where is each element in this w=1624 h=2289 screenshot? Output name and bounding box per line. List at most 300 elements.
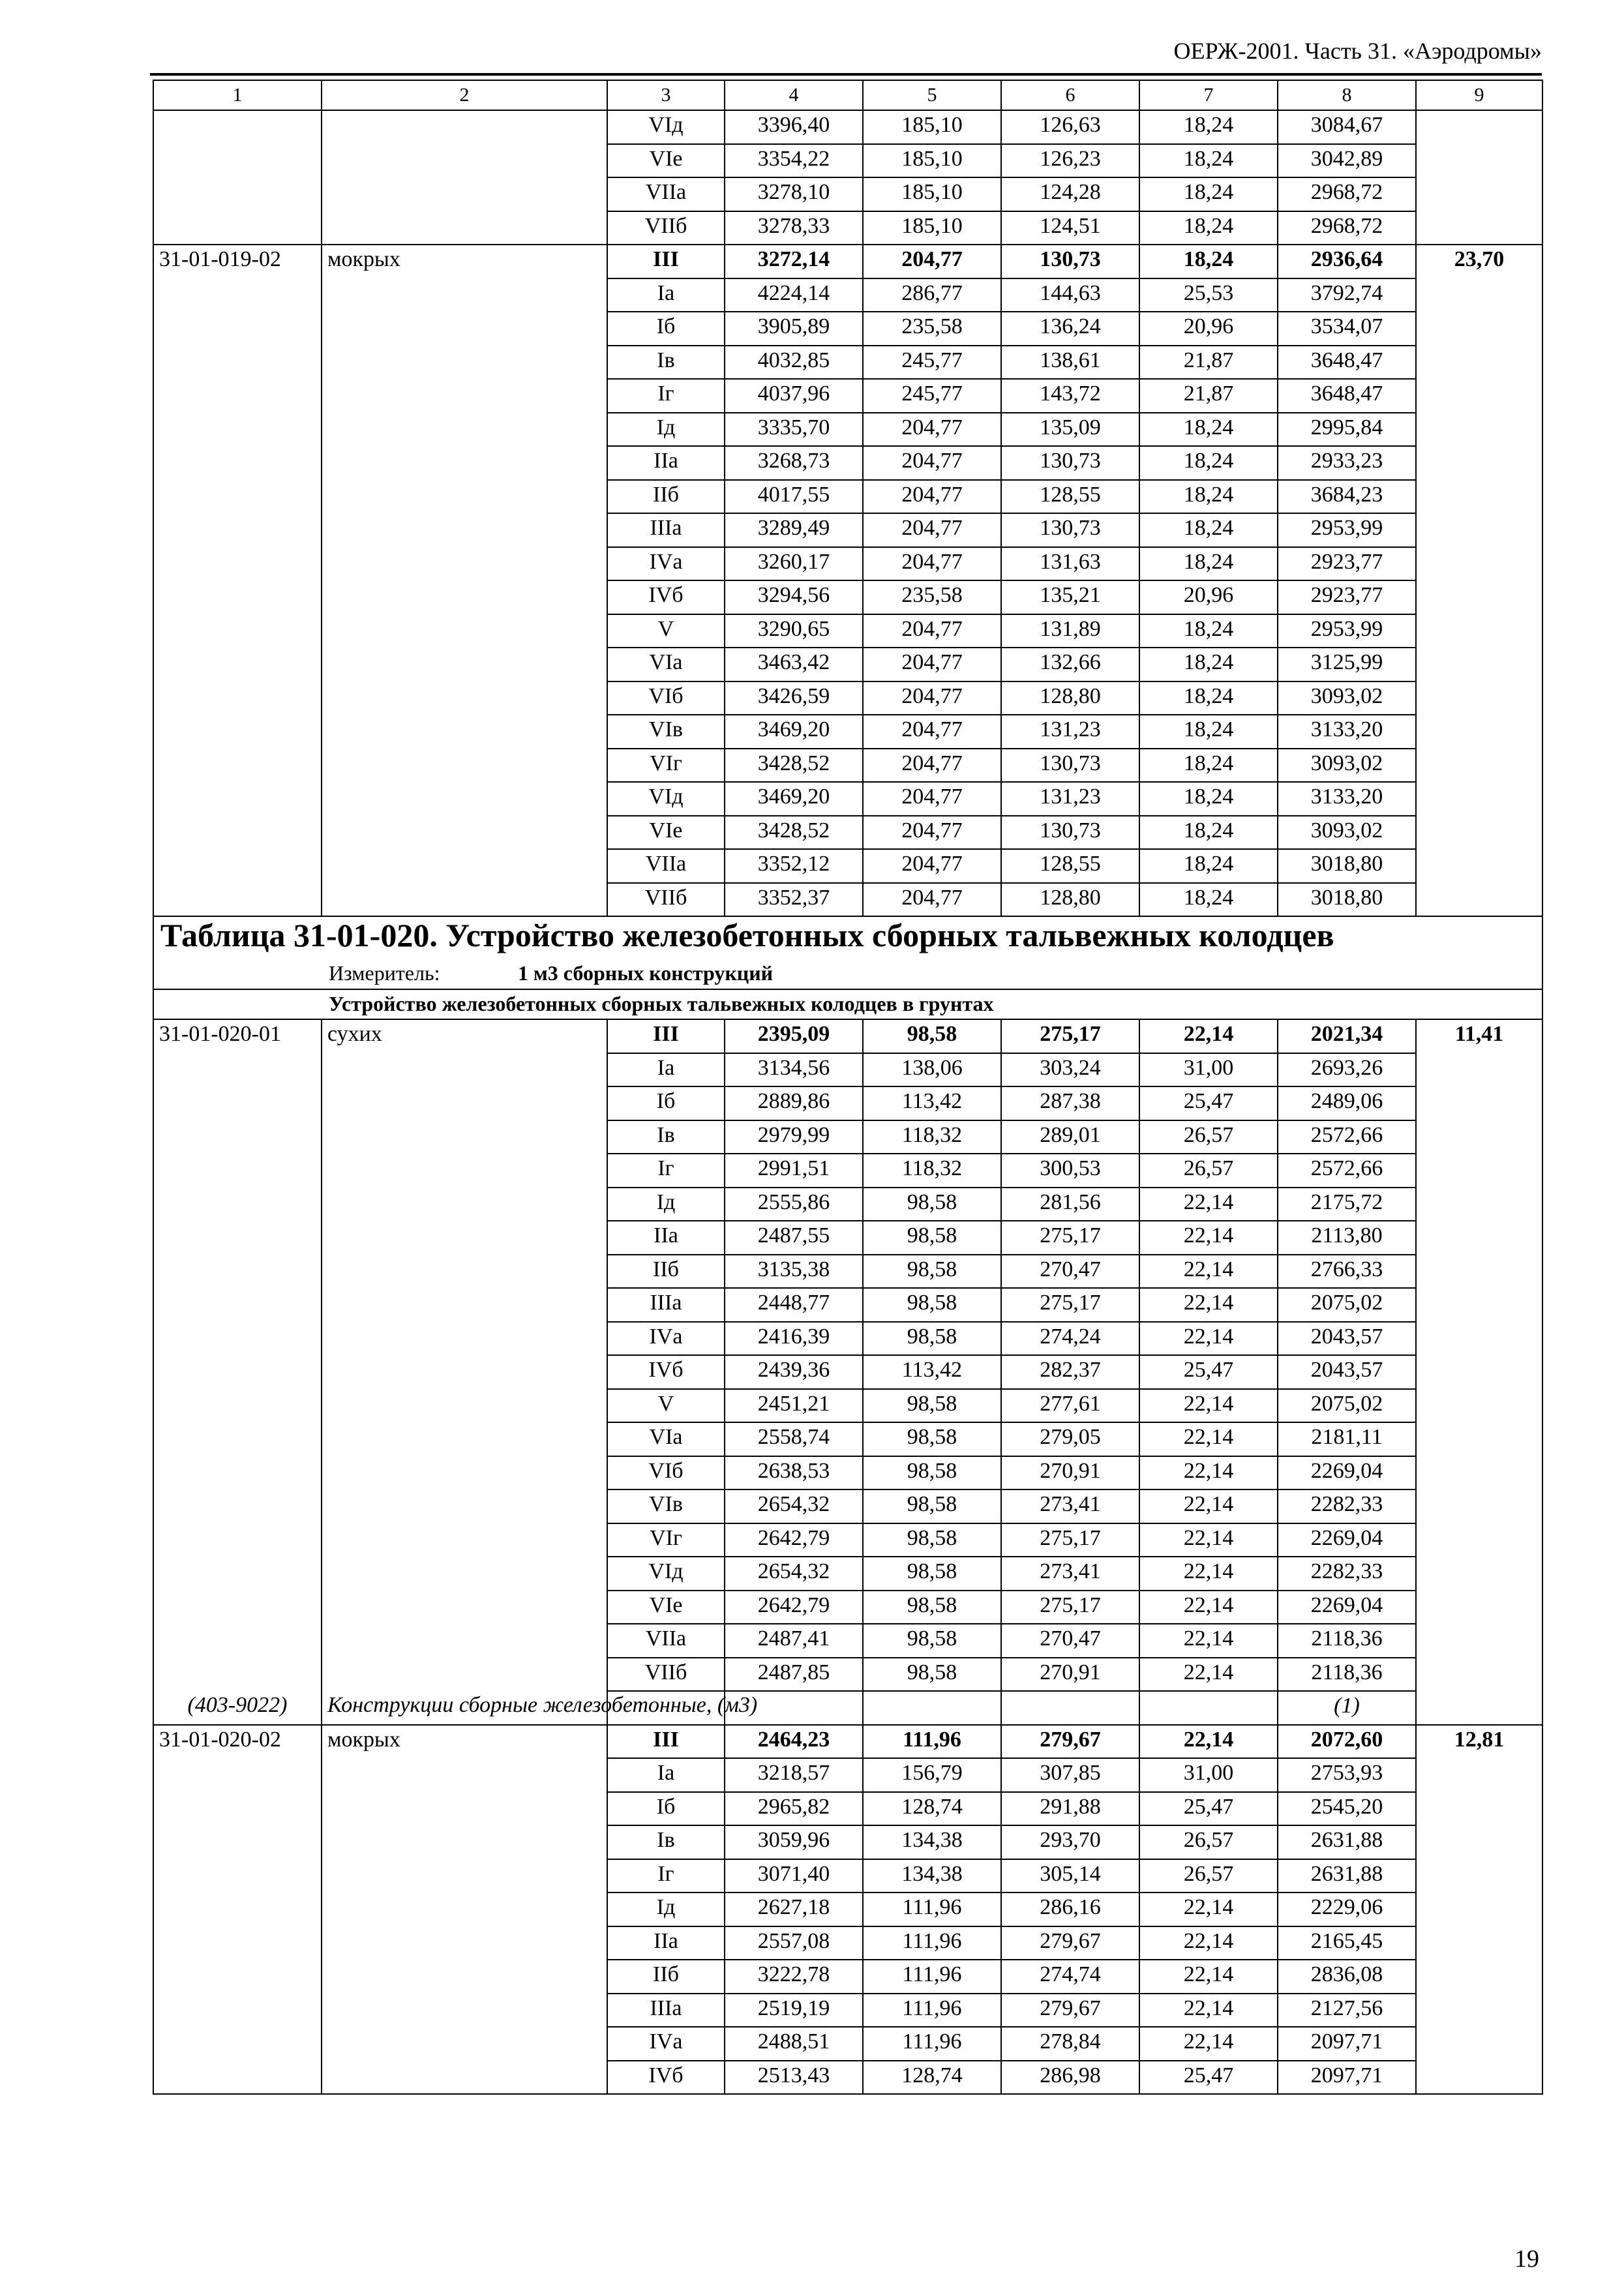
value-cell: 286,98 xyxy=(1001,2061,1139,2095)
table-row xyxy=(153,1591,1542,1624)
labor-cost-cell xyxy=(1416,480,1542,514)
value-cell: 185,10 xyxy=(863,144,1001,178)
labor-cost-cell xyxy=(1416,1389,1542,1423)
value-cell: 275,17 xyxy=(1001,1288,1139,1322)
value-cell: 18,24 xyxy=(1139,749,1278,783)
labor-cost-cell xyxy=(1416,1422,1542,1456)
labor-cost-cell xyxy=(1416,1322,1542,1356)
item-code-cell xyxy=(153,144,322,178)
value-cell: 3463,42 xyxy=(725,648,863,681)
value-cell: 3260,17 xyxy=(725,547,863,581)
table-row xyxy=(153,715,1542,749)
table-row xyxy=(153,480,1542,514)
item-code-cell xyxy=(153,413,322,447)
item-name-cell xyxy=(322,681,607,715)
value-cell: 2968,72 xyxy=(1278,211,1416,245)
labor-cost-cell xyxy=(1416,648,1542,681)
zone-cell: Iг xyxy=(607,1859,725,1893)
value-cell: 2995,84 xyxy=(1278,413,1416,447)
value-cell: 3335,70 xyxy=(725,413,863,447)
value-cell: 185,10 xyxy=(863,211,1001,245)
table-row xyxy=(153,177,1542,211)
item-name-cell xyxy=(322,1658,607,1692)
zone-cell: IVб xyxy=(607,1355,725,1389)
table-row xyxy=(153,1255,1542,1289)
item-code-cell xyxy=(153,1086,322,1120)
value-cell: 3268,73 xyxy=(725,446,863,480)
value-cell: 2269,04 xyxy=(1278,1456,1416,1490)
value-cell: 2181,11 xyxy=(1278,1422,1416,1456)
value-cell: 2448,77 xyxy=(725,1288,863,1322)
value-cell: 126,63 xyxy=(1001,110,1139,144)
item-code-cell xyxy=(153,1658,322,1692)
zone-cell: VIIб xyxy=(607,1658,725,1692)
value-cell: 156,79 xyxy=(863,1758,1001,1792)
labor-cost-cell xyxy=(1416,1255,1542,1289)
value-cell: 2127,56 xyxy=(1278,1994,1416,2027)
value-cell: 18,24 xyxy=(1139,883,1278,917)
measure-cell xyxy=(153,960,1542,989)
value-cell: 25,47 xyxy=(1139,1355,1278,1389)
item-name-cell xyxy=(322,883,607,917)
value-cell: 2043,57 xyxy=(1278,1355,1416,1389)
item-name-cell xyxy=(322,715,607,749)
value-cell: 289,01 xyxy=(1001,1120,1139,1154)
item-code-cell xyxy=(153,580,322,614)
item-name-cell xyxy=(322,1994,607,2027)
value-cell: 2118,36 xyxy=(1278,1658,1416,1692)
value-cell: 2118,36 xyxy=(1278,1624,1416,1658)
table-row xyxy=(153,1893,1542,1926)
value-cell: 3133,20 xyxy=(1278,782,1416,816)
zone-cell: Iг xyxy=(607,379,725,413)
value-cell: 135,21 xyxy=(1001,580,1139,614)
value-cell: 204,77 xyxy=(863,513,1001,547)
value-cell: 2282,33 xyxy=(1278,1489,1416,1523)
value-cell: 22,14 xyxy=(1139,1322,1278,1356)
zone-cell: VIд xyxy=(607,110,725,144)
value-cell: 2557,08 xyxy=(725,1926,863,1960)
value-cell: 18,24 xyxy=(1139,816,1278,850)
zone-cell: VIв xyxy=(607,715,725,749)
material-name-cell: Конструкции сборные железобетонные, (м3) xyxy=(322,1691,607,1725)
item-code-cell xyxy=(153,312,322,346)
labor-cost-cell xyxy=(1416,1120,1542,1154)
item-name-cell xyxy=(322,782,607,816)
value-cell: 2487,41 xyxy=(725,1624,863,1658)
value-cell: 300,53 xyxy=(1001,1154,1139,1188)
labor-cost-cell xyxy=(1416,1658,1542,1692)
labor-cost-cell: 11,41 xyxy=(1416,1019,1542,1053)
value-cell: 2631,88 xyxy=(1278,1825,1416,1859)
item-name-cell xyxy=(322,849,607,883)
value-cell: 22,14 xyxy=(1139,1725,1278,1759)
item-name-cell xyxy=(322,1523,607,1557)
table-row xyxy=(153,144,1542,178)
value-cell: 270,47 xyxy=(1001,1624,1139,1658)
value-cell: 270,47 xyxy=(1001,1255,1139,1289)
item-name-cell xyxy=(322,1893,607,1926)
labor-cost-cell xyxy=(1416,1825,1542,1859)
table-row xyxy=(153,816,1542,850)
value-cell: 279,67 xyxy=(1001,1725,1139,1759)
item-code-cell xyxy=(153,211,322,245)
value-cell: 278,84 xyxy=(1001,2027,1139,2061)
value-cell: 124,51 xyxy=(1001,211,1139,245)
value-cell: 204,77 xyxy=(863,446,1001,480)
value-cell: 98,58 xyxy=(863,1322,1001,1356)
value-cell: 2979,99 xyxy=(725,1120,863,1154)
labor-cost-cell xyxy=(1416,614,1542,648)
table-row xyxy=(153,1792,1542,1826)
value-cell: 136,24 xyxy=(1001,312,1139,346)
value-cell: 21,87 xyxy=(1139,379,1278,413)
item-code-cell xyxy=(153,346,322,380)
value-cell: 279,67 xyxy=(1001,1926,1139,1960)
labor-cost-cell xyxy=(1416,1591,1542,1624)
value-cell: 22,14 xyxy=(1139,1188,1278,1221)
table-row xyxy=(153,110,1542,144)
item-name-cell: мокрых xyxy=(322,1725,607,1759)
value-cell: 2451,21 xyxy=(725,1389,863,1423)
value-cell: 128,74 xyxy=(863,2061,1001,2095)
value-cell: 2933,23 xyxy=(1278,446,1416,480)
value-cell: 22,14 xyxy=(1139,1221,1278,1255)
zone-cell: Iб xyxy=(607,1086,725,1120)
value-cell: 2936,64 xyxy=(1278,245,1416,278)
item-name-cell xyxy=(322,110,607,144)
value-cell: 235,58 xyxy=(863,580,1001,614)
value-cell: 3905,89 xyxy=(725,312,863,346)
item-name-cell xyxy=(322,278,607,312)
item-code-cell xyxy=(153,547,322,581)
labor-cost-cell xyxy=(1416,1188,1542,1221)
value-cell: 2075,02 xyxy=(1278,1288,1416,1322)
item-name-cell xyxy=(322,1926,607,1960)
value-cell: 118,32 xyxy=(863,1120,1001,1154)
value-cell: 305,14 xyxy=(1001,1859,1139,1893)
item-name-cell xyxy=(322,1758,607,1792)
labor-cost-cell xyxy=(1416,816,1542,850)
value-cell: 2545,20 xyxy=(1278,1792,1416,1826)
value-cell: 274,74 xyxy=(1001,1960,1139,1994)
value-cell: 3093,02 xyxy=(1278,816,1416,850)
item-name-cell xyxy=(322,1422,607,1456)
value-cell: 111,96 xyxy=(863,1725,1001,1759)
value-cell: 2175,72 xyxy=(1278,1188,1416,1221)
value-cell: 130,73 xyxy=(1001,816,1139,850)
table-title: Таблица 31-01-020. Устройство железобетонных сборных тальвежных колодцев xyxy=(153,916,1542,960)
item-name-cell xyxy=(322,1624,607,1658)
value-cell: 98,58 xyxy=(863,1557,1001,1591)
value-cell: 204,77 xyxy=(863,547,1001,581)
labor-cost-cell xyxy=(1416,1355,1542,1389)
value-cell: 22,14 xyxy=(1139,1422,1278,1456)
item-code-cell xyxy=(153,715,322,749)
value-cell: 134,38 xyxy=(863,1859,1001,1893)
item-code-cell xyxy=(153,1154,322,1188)
zone-cell: IIIа xyxy=(607,1994,725,2027)
zone-cell: IIа xyxy=(607,1926,725,1960)
zone-cell: Iв xyxy=(607,1825,725,1859)
table-row xyxy=(153,1758,1542,1792)
zone-cell: IIIа xyxy=(607,513,725,547)
table-row xyxy=(153,1053,1542,1087)
zone-cell: VIв xyxy=(607,1489,725,1523)
value-cell: 2165,45 xyxy=(1278,1926,1416,1960)
value-cell: 118,32 xyxy=(863,1154,1001,1188)
value-cell: 2439,36 xyxy=(725,1355,863,1389)
table-row xyxy=(153,648,1542,681)
labor-cost-cell: 23,70 xyxy=(1416,245,1542,278)
item-code-cell: 31-01-020-02 xyxy=(153,1725,322,1759)
item-name-cell xyxy=(322,1154,607,1188)
zone-cell: VIа xyxy=(607,648,725,681)
table-row xyxy=(153,1456,1542,1490)
item-code-cell xyxy=(153,681,322,715)
value-cell: 2654,32 xyxy=(725,1557,863,1591)
empty-cell xyxy=(863,1691,1001,1725)
measure-label: Измеритель: xyxy=(329,961,440,985)
table-row xyxy=(153,1322,1542,1356)
zone-cell: VIIа xyxy=(607,849,725,883)
value-cell: 2416,39 xyxy=(725,1322,863,1356)
value-cell: 3352,37 xyxy=(725,883,863,917)
item-code-cell xyxy=(153,110,322,144)
value-cell: 98,58 xyxy=(863,1624,1001,1658)
labor-cost-cell xyxy=(1416,1053,1542,1087)
table-row xyxy=(153,1086,1542,1120)
value-cell: 22,14 xyxy=(1139,1255,1278,1289)
labor-cost-cell xyxy=(1416,446,1542,480)
item-code-cell xyxy=(153,749,322,783)
value-cell: 3354,22 xyxy=(725,144,863,178)
value-cell: 2572,66 xyxy=(1278,1154,1416,1188)
table-row xyxy=(153,1389,1542,1423)
value-cell: 2229,06 xyxy=(1278,1893,1416,1926)
value-cell: 2753,93 xyxy=(1278,1758,1416,1792)
value-cell: 3218,57 xyxy=(725,1758,863,1792)
measure-value: 1 м3 сборных конструкций xyxy=(518,961,774,985)
value-cell: 131,89 xyxy=(1001,614,1139,648)
zone-cell: III xyxy=(607,245,725,278)
table-row xyxy=(153,245,1542,278)
value-cell: 245,77 xyxy=(863,379,1001,413)
table-row xyxy=(153,1960,1542,1994)
value-cell: 3018,80 xyxy=(1278,849,1416,883)
item-code-cell xyxy=(153,480,322,514)
value-cell: 20,96 xyxy=(1139,312,1278,346)
value-cell: 18,24 xyxy=(1139,715,1278,749)
value-cell: 131,23 xyxy=(1001,715,1139,749)
value-cell: 22,14 xyxy=(1139,1658,1278,1692)
value-cell: 3272,14 xyxy=(725,245,863,278)
value-cell: 2555,86 xyxy=(725,1188,863,1221)
value-cell: 270,91 xyxy=(1001,1456,1139,1490)
value-cell: 275,17 xyxy=(1001,1591,1139,1624)
value-cell: 98,58 xyxy=(863,1188,1001,1221)
value-cell: 138,61 xyxy=(1001,346,1139,380)
item-name-cell xyxy=(322,1825,607,1859)
value-cell: 135,09 xyxy=(1001,413,1139,447)
item-code-cell xyxy=(153,1188,322,1221)
table-row xyxy=(153,1658,1542,1692)
value-cell: 98,58 xyxy=(863,1389,1001,1423)
zone-cell: Iб xyxy=(607,312,725,346)
labor-cost-cell xyxy=(1416,1489,1542,1523)
value-cell: 22,14 xyxy=(1139,1591,1278,1624)
labor-cost-cell xyxy=(1416,883,1542,917)
value-cell: 22,14 xyxy=(1139,1624,1278,1658)
value-cell: 2113,80 xyxy=(1278,1221,1416,1255)
item-name-cell xyxy=(322,1960,607,1994)
item-code-cell xyxy=(153,1758,322,1792)
labor-cost-cell xyxy=(1416,2027,1542,2061)
item-code-cell xyxy=(153,1120,322,1154)
value-cell: 204,77 xyxy=(863,749,1001,783)
value-cell: 2953,99 xyxy=(1278,513,1416,547)
value-cell: 273,41 xyxy=(1001,1557,1139,1591)
labor-cost-cell xyxy=(1416,1086,1542,1120)
value-cell: 204,77 xyxy=(863,480,1001,514)
item-name-cell: мокрых xyxy=(322,245,607,278)
value-cell: 18,24 xyxy=(1139,480,1278,514)
item-code-cell xyxy=(153,1389,322,1423)
labor-cost-cell xyxy=(1416,1154,1542,1188)
value-cell: 18,24 xyxy=(1139,547,1278,581)
value-cell: 2889,86 xyxy=(725,1086,863,1120)
value-cell: 2489,06 xyxy=(1278,1086,1416,1120)
value-cell: 3648,47 xyxy=(1278,346,1416,380)
labor-cost-cell xyxy=(1416,547,1542,581)
table-row xyxy=(153,1019,1542,1053)
zone-cell: IVа xyxy=(607,547,725,581)
value-cell: 2836,08 xyxy=(1278,1960,1416,1994)
table-row xyxy=(153,1523,1542,1557)
value-cell: 130,73 xyxy=(1001,513,1139,547)
item-code-cell xyxy=(153,2027,322,2061)
item-code-cell xyxy=(153,446,322,480)
item-code-cell xyxy=(153,1322,322,1356)
table-row xyxy=(153,1221,1542,1255)
zone-cell: Iв xyxy=(607,1120,725,1154)
value-cell: 2766,33 xyxy=(1278,1255,1416,1289)
item-name-cell xyxy=(322,177,607,211)
value-cell: 287,38 xyxy=(1001,1086,1139,1120)
item-code-cell xyxy=(153,379,322,413)
value-cell: 128,80 xyxy=(1001,681,1139,715)
labor-cost-cell xyxy=(1416,1523,1542,1557)
labor-cost-cell xyxy=(1416,1994,1542,2027)
value-cell: 2464,23 xyxy=(725,1725,863,1759)
item-code-cell xyxy=(153,1053,322,1087)
zone-cell: III xyxy=(607,1019,725,1053)
value-cell: 31,00 xyxy=(1139,1053,1278,1087)
value-cell: 18,24 xyxy=(1139,245,1278,278)
zone-cell: IIб xyxy=(607,1960,725,1994)
value-cell: 3294,56 xyxy=(725,580,863,614)
labor-cost-cell xyxy=(1416,1557,1542,1591)
value-cell: 22,14 xyxy=(1139,1389,1278,1423)
value-cell: 26,57 xyxy=(1139,1120,1278,1154)
value-cell: 124,28 xyxy=(1001,177,1139,211)
zone-cell: Iв xyxy=(607,346,725,380)
value-cell: 21,87 xyxy=(1139,346,1278,380)
labor-cost-cell xyxy=(1416,413,1542,447)
value-cell: 2075,02 xyxy=(1278,1389,1416,1423)
value-cell: 2627,18 xyxy=(725,1893,863,1926)
item-code-cell xyxy=(153,513,322,547)
value-cell: 98,58 xyxy=(863,1288,1001,1322)
item-code-cell xyxy=(153,1859,322,1893)
item-name-cell xyxy=(322,547,607,581)
zone-cell: Iд xyxy=(607,1893,725,1926)
zone-cell: IVб xyxy=(607,2061,725,2095)
item-code-cell xyxy=(153,1792,322,1826)
value-cell: 3071,40 xyxy=(725,1859,863,1893)
table-row xyxy=(153,1489,1542,1523)
zone-cell: IIа xyxy=(607,446,725,480)
value-cell: 2021,34 xyxy=(1278,1019,1416,1053)
value-cell: 18,24 xyxy=(1139,681,1278,715)
item-name-cell xyxy=(322,1188,607,1221)
item-name-cell: сухих xyxy=(322,1019,607,1053)
value-cell: 31,00 xyxy=(1139,1758,1278,1792)
rates-table xyxy=(153,80,1543,2095)
item-name-cell xyxy=(322,346,607,380)
value-cell: 3469,20 xyxy=(725,715,863,749)
item-code-cell xyxy=(153,2061,322,2095)
value-cell: 22,14 xyxy=(1139,1288,1278,1322)
value-cell: 134,38 xyxy=(863,1825,1001,1859)
value-cell: 277,61 xyxy=(1001,1389,1139,1423)
value-cell: 98,58 xyxy=(863,1658,1001,1692)
item-name-cell xyxy=(322,1053,607,1087)
value-cell: 22,14 xyxy=(1139,1960,1278,1994)
value-cell: 3278,10 xyxy=(725,177,863,211)
item-code-cell xyxy=(153,1960,322,1994)
labor-cost-cell xyxy=(1416,379,1542,413)
table-row xyxy=(153,312,1542,346)
value-cell: 2513,43 xyxy=(725,2061,863,2095)
value-cell: 2693,26 xyxy=(1278,1053,1416,1087)
value-cell: 20,96 xyxy=(1139,580,1278,614)
item-code-cell xyxy=(153,1422,322,1456)
value-cell: 279,05 xyxy=(1001,1422,1139,1456)
value-cell: 126,23 xyxy=(1001,144,1139,178)
value-cell: 98,58 xyxy=(863,1489,1001,1523)
labor-cost-cell xyxy=(1416,849,1542,883)
col-number: 7 xyxy=(1139,80,1278,110)
item-code-cell xyxy=(153,278,322,312)
item-name-cell xyxy=(322,1255,607,1289)
item-code-cell xyxy=(153,883,322,917)
item-name-cell xyxy=(322,1322,607,1356)
value-cell: 25,47 xyxy=(1139,2061,1278,2095)
value-cell: 3289,49 xyxy=(725,513,863,547)
item-name-cell xyxy=(322,580,607,614)
item-name-cell xyxy=(322,2027,607,2061)
table-row xyxy=(153,1725,1542,1759)
value-cell: 291,88 xyxy=(1001,1792,1139,1826)
value-cell: 270,91 xyxy=(1001,1658,1139,1692)
value-cell: 25,47 xyxy=(1139,1086,1278,1120)
value-cell: 2654,32 xyxy=(725,1489,863,1523)
value-cell: 132,66 xyxy=(1001,648,1139,681)
value-cell: 143,72 xyxy=(1001,379,1139,413)
zone-cell: VIд xyxy=(607,1557,725,1591)
item-code-cell xyxy=(153,1926,322,1960)
